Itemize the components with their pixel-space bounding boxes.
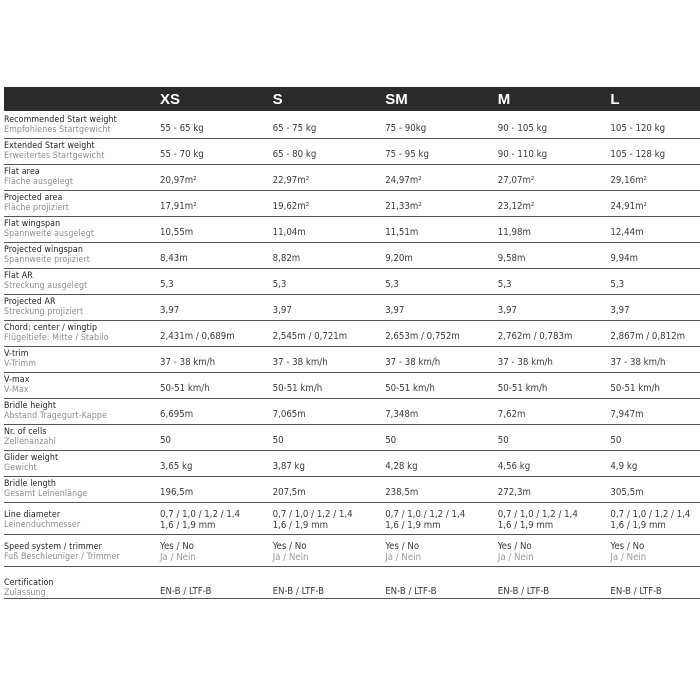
- line-diameter-cell-sm: [379, 503, 492, 535]
- spec-value: 19,62m²: [272, 201, 310, 212]
- speed-system-de: Ja / Nein: [610, 552, 647, 563]
- spec-value-cell-l: [604, 477, 700, 503]
- spec-label-en: Nr. of cells: [4, 427, 47, 437]
- spec-value-cell-s: [267, 347, 380, 373]
- spec-value-cell-m: [492, 347, 605, 373]
- spec-label-de: Zulassung: [4, 588, 46, 598]
- spec-value-cell-xs: [154, 295, 267, 321]
- spec-value-cell-xs: [154, 399, 267, 425]
- spec-value-cell-m: [492, 243, 605, 269]
- spec-value: 37 - 38 km/h: [160, 357, 216, 368]
- spec-value: 2,653m / 0,752m: [385, 331, 460, 342]
- spec-value: 5,3: [610, 279, 625, 290]
- spec-value-cell-sm: [379, 243, 492, 269]
- spec-body: [4, 111, 700, 599]
- spec-value-cell-m: [492, 217, 605, 243]
- spec-row: [4, 347, 700, 373]
- spec-value-cell-xs: [154, 373, 267, 399]
- certification-value: EN-B / LTF-B: [385, 586, 437, 597]
- spec-value-cell-s: [267, 295, 380, 321]
- spec-value-cell-l: [604, 399, 700, 425]
- spec-value: 9,94m: [610, 253, 638, 264]
- spec-value-cell-sm: [379, 295, 492, 321]
- spec-value: 6,695m: [160, 409, 194, 420]
- spec-value: 50-51 km/h: [160, 383, 210, 394]
- spec-value-cell-m: [492, 295, 605, 321]
- line-diameter-line1: 0,7 / 1,0 / 1,2 / 1,4: [610, 509, 691, 520]
- spec-value-cell-sm: [379, 165, 492, 191]
- spec-label-de: V-Trimm: [4, 359, 37, 369]
- spec-value-cell-xs: [154, 477, 267, 503]
- spec-label-en: Bridle length: [4, 479, 57, 489]
- spec-value: 37 - 38 km/h: [610, 357, 666, 368]
- spec-value-cell-m: [492, 399, 605, 425]
- line-diameter-line2: 1,6 / 1,9 mm: [497, 520, 554, 531]
- speed-system-de: Ja / Nein: [160, 552, 196, 563]
- spec-value: 5,3: [272, 279, 287, 290]
- spec-value-cell-m: [492, 477, 605, 503]
- spec-value-cell-l: [604, 113, 700, 139]
- spec-value-cell-xs: [154, 165, 267, 191]
- spec-value-cell-sm: [379, 425, 492, 451]
- line-diameter-cell-xs: [154, 503, 267, 535]
- spec-value-cell-s: [267, 321, 380, 347]
- spec-value-cell-sm: [379, 139, 492, 165]
- spec-value-cell-l: [604, 191, 700, 217]
- spec-value-cell-l: [604, 321, 700, 347]
- spec-label-en: Projected AR: [4, 297, 56, 307]
- spec-value-cell-sm: [379, 373, 492, 399]
- line-diameter-line2: 1,6 / 1,9 mm: [385, 520, 441, 531]
- spec-label-de: Gesamt Leinenlänge: [4, 489, 88, 499]
- spec-value: 3,97: [385, 305, 405, 316]
- spec-value: 4,56 kg: [497, 461, 531, 472]
- spec-row: [4, 217, 700, 243]
- spec-value: 105 - 128 kg: [610, 149, 666, 160]
- spec-label-en: Line diameter: [4, 510, 61, 520]
- certification-cell-s: [267, 567, 380, 599]
- spec-label-en: Bridle height: [4, 401, 57, 411]
- spec-label-en: Flat AR: [4, 271, 33, 281]
- line-diameter-line2: 1,6 / 1,9 mm: [610, 520, 666, 531]
- spec-value-cell-sm: [379, 451, 492, 477]
- line-diameter-cell-m: [492, 503, 605, 535]
- spec-value-cell-sm: [379, 477, 492, 503]
- spec-value-cell-s: [267, 269, 380, 295]
- spec-value-cell-xs: [154, 243, 267, 269]
- spec-value: 11,04m: [272, 227, 306, 238]
- spec-value: 10,55m: [160, 227, 194, 238]
- spec-row: [4, 425, 700, 451]
- spec-label-en: Flat area: [4, 167, 40, 177]
- spec-label-en: V-max: [4, 375, 30, 385]
- speed-system-cell-m: [492, 535, 605, 567]
- spec-row: [4, 295, 700, 321]
- spec-value-cell-l: [604, 139, 700, 165]
- spec-label-cell: [4, 425, 154, 451]
- spec-label-cell: [4, 321, 154, 347]
- spec-value-cell-xs: [154, 113, 267, 139]
- spec-value: 3,97: [497, 305, 517, 316]
- speed-system-en: Yes / No: [385, 541, 420, 552]
- spec-label-cell: [4, 191, 154, 217]
- spec-value: 55 - 70 kg: [160, 149, 204, 160]
- spec-value-cell-s: [267, 113, 380, 139]
- line-diameter-line1: 0,7 / 1,0 / 1,2 / 1,4: [385, 509, 466, 520]
- spec-value: 50: [272, 435, 284, 446]
- spec-value-cell-sm: [379, 347, 492, 373]
- spec-value-cell-l: [604, 243, 700, 269]
- spec-value: 3,97: [610, 305, 630, 316]
- spec-value-cell-xs: [154, 321, 267, 347]
- line-diameter-line1: 0,7 / 1,0 / 1,2 / 1,4: [272, 509, 353, 520]
- spec-value: 90 - 110 kg: [497, 149, 548, 160]
- spec-value: 50: [497, 435, 509, 446]
- spec-label-de: Flügeltiefe: Mitte / Stabilo: [4, 333, 109, 343]
- spec-value-cell-xs: [154, 425, 267, 451]
- spec-value-cell-l: [604, 165, 700, 191]
- spec-row: [4, 477, 700, 503]
- line-diameter-line2: 1,6 / 1,9 mm: [272, 520, 328, 531]
- spec-value: 65 - 80 kg: [272, 149, 317, 160]
- spec-value: 20,97m²: [160, 175, 197, 186]
- spec-label-de: Streckung projiziert: [4, 307, 84, 317]
- line-diameter-row: [4, 503, 700, 535]
- spec-label-de: Spannweite projiziert: [4, 255, 90, 265]
- spec-row: [4, 243, 700, 269]
- spec-label-de: Zellenanzahl: [4, 437, 56, 447]
- spec-value: 37 - 38 km/h: [497, 357, 553, 368]
- spec-label-en: Projected area: [4, 193, 63, 203]
- spec-value: 8,82m: [272, 253, 301, 264]
- spec-value: 65 - 75 kg: [272, 123, 317, 134]
- spec-label-de: Abstand Tragegurt-Kappe: [4, 411, 107, 421]
- spec-value: 3,97: [160, 305, 180, 316]
- spec-label-de: Gewicht: [4, 463, 37, 473]
- spec-value: 105 - 120 kg: [610, 123, 666, 134]
- spec-value: 24,91m²: [610, 201, 647, 212]
- spec-label-cell: [4, 165, 154, 191]
- spec-value: 55 - 65 kg: [160, 123, 204, 134]
- spec-value: 9,58m: [497, 253, 526, 264]
- speed-system-en: Yes / No: [610, 541, 645, 552]
- spec-label-de: Fuß Beschleuniger / Trimmer: [4, 552, 120, 562]
- spec-value-cell-xs: [154, 347, 267, 373]
- spec-row: [4, 191, 700, 217]
- spec-label-en: Recommended Start weight: [4, 115, 117, 125]
- spec-label-cell: [4, 451, 154, 477]
- spec-value: 24,97m²: [385, 175, 422, 186]
- size-header-sm: SM: [385, 90, 408, 108]
- spec-value-cell-m: [492, 451, 605, 477]
- spec-label-en: Extended Start weight: [4, 141, 95, 151]
- speed-system-en: Yes / No: [497, 541, 532, 552]
- spec-label-en: Flat wingspan: [4, 219, 61, 229]
- speed-system-en: Yes / No: [272, 541, 307, 552]
- spec-label-cell: [4, 139, 154, 165]
- spec-row: [4, 113, 700, 139]
- spec-value: 29,16m²: [610, 175, 647, 186]
- spec-value: 50-51 km/h: [272, 383, 323, 394]
- spec-label-de: Fläche projiziert: [4, 203, 69, 213]
- spec-label-cell: [4, 269, 154, 295]
- spec-label-en: Speed system / trimmer: [4, 542, 102, 552]
- spec-row: [4, 165, 700, 191]
- speed-system-en: Yes / No: [160, 541, 194, 552]
- spec-value-cell-sm: [379, 217, 492, 243]
- spec-label-cell: [4, 373, 154, 399]
- spec-value: 5,3: [497, 279, 512, 290]
- spec-label-de: Streckung ausgelegt: [4, 281, 88, 291]
- size-header-xs: XS: [160, 90, 181, 108]
- size-header-l: L: [610, 90, 620, 108]
- spec-value: 305,5m: [610, 487, 644, 498]
- spec-value: 37 - 38 km/h: [385, 357, 441, 368]
- spec-label-cell: [4, 477, 154, 503]
- spec-value: 23,12m²: [497, 201, 535, 212]
- spec-value-cell-m: [492, 269, 605, 295]
- spec-value: 2,762m / 0,783m: [497, 331, 573, 342]
- speed-system-cell-s: [267, 535, 380, 567]
- spec-value-cell-s: [267, 373, 380, 399]
- spec-value: 50: [385, 435, 397, 446]
- size-header-m: M: [497, 90, 511, 108]
- spec-value: 7,348m: [385, 409, 419, 420]
- spec-value: 11,51m: [385, 227, 419, 238]
- spec-value-cell-m: [492, 425, 605, 451]
- spec-label-cell: [4, 399, 154, 425]
- spec-value: 17,91m²: [160, 201, 197, 212]
- spec-value-cell-l: [604, 425, 700, 451]
- spec-value-cell-sm: [379, 321, 492, 347]
- spec-value-cell-xs: [154, 191, 267, 217]
- spec-value-cell-l: [604, 295, 700, 321]
- spec-value: 4,9 kg: [610, 461, 638, 472]
- spec-value-cell-m: [492, 165, 605, 191]
- spec-row: [4, 373, 700, 399]
- spec-value: 272,3m: [497, 487, 531, 498]
- spec-value: 50: [610, 435, 622, 446]
- certification-cell-m: [492, 567, 605, 599]
- spec-label-de: Erweitertes Startgewicht: [4, 151, 105, 161]
- spec-value-cell-l: [604, 269, 700, 295]
- spec-value-cell-sm: [379, 399, 492, 425]
- spec-label-de: Fläche ausgelegt: [4, 177, 74, 187]
- spec-value: 238,5m: [385, 487, 419, 498]
- spec-table: [4, 87, 700, 599]
- spec-label-cell: [4, 295, 154, 321]
- spec-value: 90 - 105 kg: [497, 123, 548, 134]
- speed-system-de: Ja / Nein: [385, 552, 422, 563]
- spec-value-cell-l: [604, 373, 700, 399]
- line-diameter-cell-s: [267, 503, 380, 535]
- spec-value-cell-s: [267, 425, 380, 451]
- spec-value-cell-s: [267, 139, 380, 165]
- header-label-cell: [4, 87, 154, 111]
- spec-value: 7,065m: [272, 409, 306, 420]
- spec-label-cell: [4, 535, 154, 567]
- line-diameter-line1: 0,7 / 1,0 / 1,2 / 1,4: [160, 509, 241, 520]
- spec-value-cell-xs: [154, 139, 267, 165]
- speed-system-cell-sm: [379, 535, 492, 567]
- spec-value-cell-s: [267, 477, 380, 503]
- spec-row: [4, 399, 700, 425]
- line-diameter-line2: 1,6 / 1,9 mm: [160, 520, 216, 531]
- spec-value: 3,87 kg: [272, 461, 306, 472]
- spec-label-cell: [4, 113, 154, 139]
- certification-value: EN-B / LTF-B: [497, 586, 550, 597]
- spec-value-cell-m: [492, 113, 605, 139]
- spec-value-cell-s: [267, 451, 380, 477]
- spec-value: 12,44m: [610, 227, 644, 238]
- spec-value: 7,62m: [497, 409, 526, 420]
- speed-system-de: Ja / Nein: [497, 552, 534, 563]
- spec-row: [4, 139, 700, 165]
- spec-value-cell-l: [604, 451, 700, 477]
- spec-value: 207,5m: [272, 487, 306, 498]
- spec-value-cell-l: [604, 217, 700, 243]
- spec-value-cell-sm: [379, 113, 492, 139]
- spec-value: 21,33m²: [385, 201, 422, 212]
- certification-cell-xs: [154, 567, 267, 599]
- spec-row: [4, 269, 700, 295]
- spec-value: 27,07m²: [497, 175, 535, 186]
- spec-value-cell-s: [267, 399, 380, 425]
- spec-value: 5,3: [385, 279, 399, 290]
- spec-label-de: Leinenduchmesser: [4, 520, 81, 530]
- spec-value: 9,20m: [385, 253, 413, 264]
- spec-value-cell-m: [492, 321, 605, 347]
- spec-label-en: Glider weight: [4, 453, 59, 463]
- size-header-s: S: [272, 90, 283, 108]
- spec-label-cell: [4, 217, 154, 243]
- spec-value: 50-51 km/h: [610, 383, 660, 394]
- spec-value-cell-s: [267, 191, 380, 217]
- spec-row: [4, 451, 700, 477]
- spec-value: 22,97m²: [272, 175, 310, 186]
- spec-value: 50-51 km/h: [497, 383, 548, 394]
- spec-value: 3,97: [272, 305, 292, 316]
- spec-label-cell: [4, 243, 154, 269]
- spec-value: 2,431m / 0,689m: [160, 331, 235, 342]
- spec-value-cell-s: [267, 217, 380, 243]
- spec-value: 11,98m: [497, 227, 531, 238]
- spec-value: 37 - 38 km/h: [272, 357, 328, 368]
- spec-row: [4, 321, 700, 347]
- spec-value: 196,5m: [160, 487, 194, 498]
- spec-value: 8,43m: [160, 253, 188, 264]
- line-diameter-line1: 0,7 / 1,0 / 1,2 / 1,4: [497, 509, 578, 520]
- certification-row: [4, 567, 700, 599]
- speed-system-cell-l: [604, 535, 700, 567]
- speed-system-de: Ja / Nein: [272, 552, 309, 563]
- spec-label-en: Projected wingspan: [4, 245, 83, 255]
- header-row: [4, 87, 700, 111]
- spec-value: 75 - 95 kg: [385, 149, 429, 160]
- spec-value-cell-xs: [154, 269, 267, 295]
- certification-cell-l: [604, 567, 700, 599]
- spec-value: 75 - 90kg: [385, 123, 427, 134]
- spec-value-cell-m: [492, 191, 605, 217]
- spec-label-cell: [4, 567, 154, 599]
- spec-value-cell-sm: [379, 269, 492, 295]
- spec-label-cell: [4, 347, 154, 373]
- spec-label-cell: [4, 503, 154, 535]
- spec-value: 2,867m / 0,812m: [610, 331, 685, 342]
- spec-value: 2,545m / 0,721m: [272, 331, 348, 342]
- spec-value-cell-m: [492, 139, 605, 165]
- certification-value: EN-B / LTF-B: [272, 586, 324, 597]
- spec-value: 4,28 kg: [385, 461, 418, 472]
- certification-value: EN-B / LTF-B: [610, 586, 662, 597]
- spec-value-cell-xs: [154, 451, 267, 477]
- spec-value: 50: [160, 435, 171, 446]
- spec-value-cell-s: [267, 243, 380, 269]
- spec-label-en: Chord: center / wingtip: [4, 323, 98, 333]
- speed-system-cell-xs: [154, 535, 267, 567]
- spec-value: 50-51 km/h: [385, 383, 435, 394]
- line-diameter-cell-l: [604, 503, 700, 535]
- spec-value: 5,3: [160, 279, 174, 290]
- spec-value: 3,65 kg: [160, 461, 193, 472]
- speed-system-row: [4, 535, 700, 567]
- spec-label-de: V-Max: [4, 385, 29, 395]
- certification-cell-sm: [379, 567, 492, 599]
- spec-label-de: Empfohlenes Startgewicht: [4, 125, 111, 135]
- spec-value-cell-l: [604, 347, 700, 373]
- spec-value-cell-xs: [154, 217, 267, 243]
- spec-label-en: Certification: [4, 578, 54, 588]
- spec-value-cell-sm: [379, 191, 492, 217]
- spec-value-cell-s: [267, 165, 380, 191]
- spec-label-de: Spannweite ausgelegt: [4, 229, 95, 239]
- spec-label-en: V-trim: [4, 349, 29, 359]
- certification-value: EN-B / LTF-B: [160, 586, 212, 597]
- spec-value: 7,947m: [610, 409, 644, 420]
- spec-value-cell-m: [492, 373, 605, 399]
